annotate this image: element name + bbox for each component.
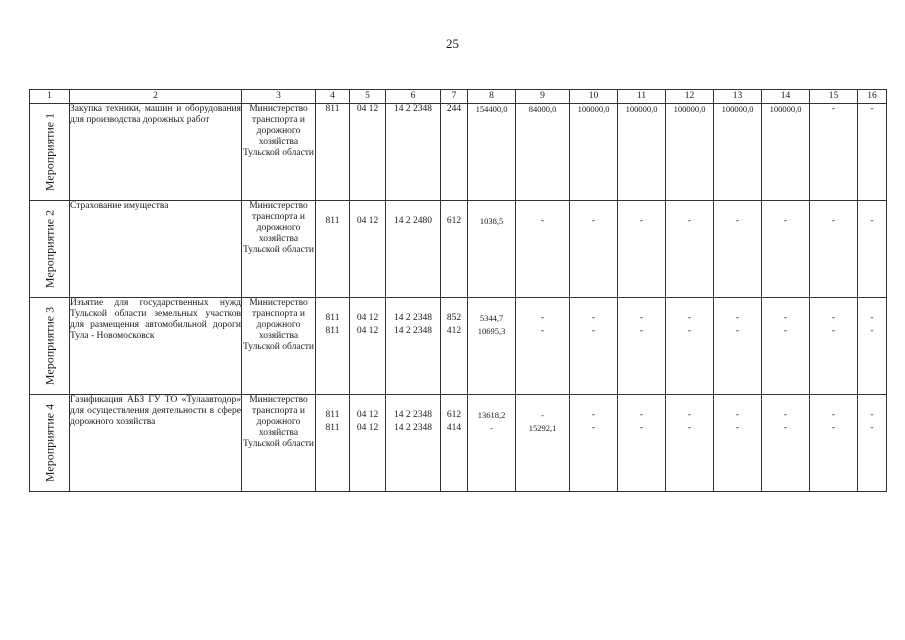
col-4: 811 xyxy=(316,104,350,201)
col-7: 612 414 xyxy=(441,395,468,492)
col-6: 14 2 2480 xyxy=(386,201,441,298)
col-15: - xyxy=(810,104,858,201)
col-11: - - xyxy=(618,395,666,492)
activity-name: Страхование имущества xyxy=(70,201,242,298)
col-6: 14 2 2348 xyxy=(386,104,441,201)
col-7: 244 xyxy=(441,104,468,201)
activity-name: Газификация АБЗ ГУ ТО «Тулаавтодор» для осуществления деятельности в сфере дорожного хозяйства xyxy=(70,395,242,492)
col-13: - xyxy=(714,201,762,298)
activity-label: Мероприятие 1 xyxy=(42,112,57,192)
activity-label-cell xyxy=(30,104,70,201)
col-13: 100000,0 xyxy=(714,104,762,201)
page-number: 25 xyxy=(446,36,459,51)
col-16: - - xyxy=(858,395,887,492)
col-12: - xyxy=(666,201,714,298)
col-12: - - xyxy=(666,298,714,395)
header-cell: 6 xyxy=(386,90,441,104)
activities-table xyxy=(29,89,887,492)
col-6: 14 2 2348 14 2 2348 xyxy=(386,395,441,492)
col-4: 811 811 xyxy=(316,298,350,395)
table-row xyxy=(30,298,887,395)
table-row xyxy=(30,104,887,201)
col-5: 04 12 xyxy=(350,201,386,298)
col-12: - - xyxy=(666,395,714,492)
col-16: - - xyxy=(858,298,887,395)
col-9: - 15292,1 xyxy=(516,395,570,492)
executor: Министерство транспорта и дорожного хозяйства Тульской области xyxy=(242,298,316,395)
executor: Министерство транспорта и дорожного хозяйства Тульской области xyxy=(242,104,316,201)
col-15: - - xyxy=(810,298,858,395)
col-13: - - xyxy=(714,395,762,492)
activity-label: Мероприятие 2 xyxy=(42,209,57,289)
activity-label-cell xyxy=(30,395,70,492)
col-5: 04 12 xyxy=(350,104,386,201)
executor: Министерство транспорта и дорожного хозяйства Тульской области xyxy=(242,395,316,492)
col-6: 14 2 2348 14 2 2348 xyxy=(386,298,441,395)
executor: Министерство транспорта и дорожного хозяйства Тульской области xyxy=(242,201,316,298)
header-cell: 15 xyxy=(810,90,858,104)
header-cell: 7 xyxy=(441,90,468,104)
col-8: 5344,7 10695,3 xyxy=(468,298,516,395)
header-cell: 1 xyxy=(30,90,70,104)
activity-label: Мероприятие 3 xyxy=(42,306,57,386)
header-cell: 12 xyxy=(666,90,714,104)
col-8: 1038,5 xyxy=(468,201,516,298)
header-cell: 5 xyxy=(350,90,386,104)
col-16: - xyxy=(858,201,887,298)
col-9: - - xyxy=(516,298,570,395)
col-5: 04 12 04 12 xyxy=(350,395,386,492)
col-4: 811 811 xyxy=(316,395,350,492)
col-10: - - xyxy=(570,298,618,395)
header-cell: 11 xyxy=(618,90,666,104)
table-row xyxy=(30,201,887,298)
activity-label-cell xyxy=(30,298,70,395)
activity-label: Мероприятие 4 xyxy=(42,403,57,483)
col-14: - - xyxy=(762,395,810,492)
col-15: - - xyxy=(810,395,858,492)
header-cell: 4 xyxy=(316,90,350,104)
col-8: 154400,0 xyxy=(468,104,516,201)
header-cell: 14 xyxy=(762,90,810,104)
col-15: - xyxy=(810,201,858,298)
table-header-row xyxy=(30,90,887,104)
header-cell: 2 xyxy=(70,90,242,104)
header-cell: 13 xyxy=(714,90,762,104)
col-11: - - xyxy=(618,298,666,395)
col-14: - xyxy=(762,201,810,298)
col-7: 852 412 xyxy=(441,298,468,395)
col-11: - xyxy=(618,201,666,298)
header-cell: 9 xyxy=(516,90,570,104)
col-4: 811 xyxy=(316,201,350,298)
header-cell: 8 xyxy=(468,90,516,104)
col-11: 100000,0 xyxy=(618,104,666,201)
header-cell: 10 xyxy=(570,90,618,104)
col-9: 84000,0 xyxy=(516,104,570,201)
col-9: - xyxy=(516,201,570,298)
activity-name: Закупка техники, машин и оборудования для производства дорожных работ xyxy=(70,104,242,201)
col-16: - xyxy=(858,104,887,201)
col-7: 612 xyxy=(441,201,468,298)
col-10: - - xyxy=(570,395,618,492)
col-14: 100000,0 xyxy=(762,104,810,201)
col-5: 04 12 04 12 xyxy=(350,298,386,395)
col-10: 100000,0 xyxy=(570,104,618,201)
header-cell: 16 xyxy=(858,90,887,104)
activity-name: Изъятие для государственных нужд Тульской области земельных участков для размещения автомобильной дороги Тула - Новомосковск xyxy=(70,298,242,395)
table-row xyxy=(30,395,887,492)
col-13: - - xyxy=(714,298,762,395)
col-10: - xyxy=(570,201,618,298)
col-14: - - xyxy=(762,298,810,395)
header-cell: 3 xyxy=(242,90,316,104)
activity-label-cell xyxy=(30,201,70,298)
col-12: 100000,0 xyxy=(666,104,714,201)
col-8: 13618,2 - xyxy=(468,395,516,492)
